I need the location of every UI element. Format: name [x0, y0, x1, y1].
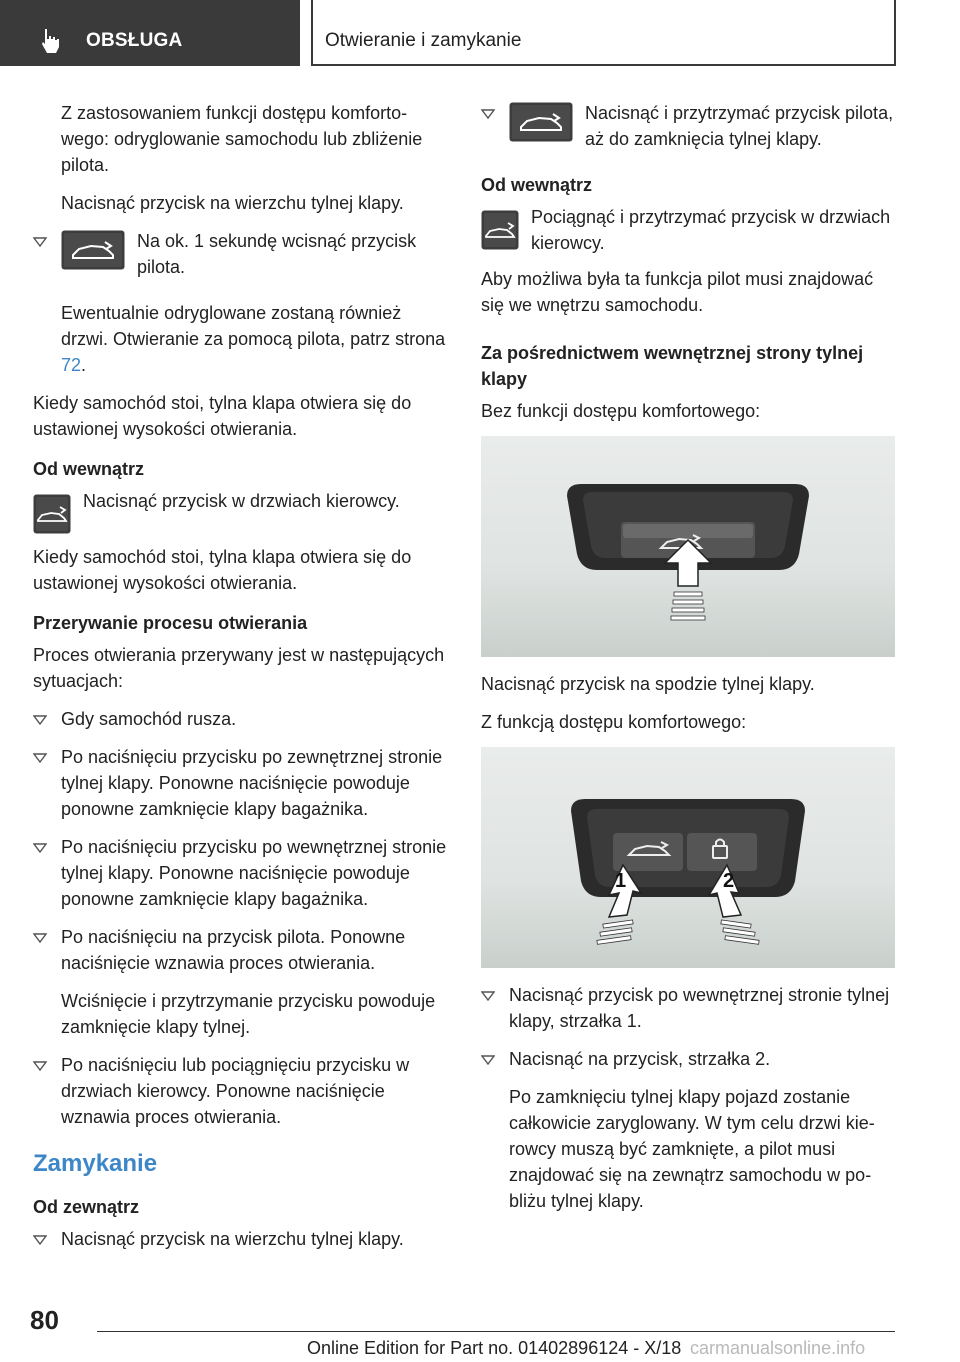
paragraph: Z zastosowaniem funkcji dostępu komfortowego: odryglowanie samochodu lub zbliżenie pilota.	[61, 103, 423, 175]
paragraph: Proces otwierania przerywany jest w następujących sytuacjach:	[33, 645, 445, 691]
list-item-text: Na ok. 1 sekundę wcisnąć przycisk pilota.	[137, 231, 417, 277]
tailgate-remote-button-icon	[61, 230, 125, 270]
section-tab	[0, 0, 300, 66]
arrow-label-1: 1	[615, 870, 627, 892]
tailgate-remote-button-icon	[509, 102, 573, 142]
chapter-title: Otwieranie i zamykanie	[325, 30, 522, 51]
tailgate-single-button-illustration	[481, 436, 895, 657]
list-item	[481, 982, 895, 1034]
subheading: Za pośrednictwem wewnętrznej strony tylnej klapy	[481, 343, 864, 389]
triangle-bullet-icon	[33, 1235, 47, 1245]
list-item-text: Po naciśnięciu lub pociągnięciu przycisku w drzwiach kierowcy. Ponowne naciśnięcie wznawia proces otwierania.	[61, 1055, 410, 1127]
icon-paragraph	[481, 204, 895, 256]
list-item	[481, 1046, 895, 1072]
list-item-text: Po naciśnięciu przycisku po wewnętrznej stronie tylnej klapy. Ponowne naciśnięcie powoduje ponowne zamknięcie klapy bagażnika.	[61, 837, 447, 909]
paragraph: Aby możliwa była ta funkcja pilot musi znajdować się we wnętrzu samochodu.	[481, 269, 874, 315]
paragraph: Bez funkcji dostępu komfortowego:	[481, 401, 761, 421]
tailgate-door-button-icon	[33, 494, 71, 534]
paragraph: Ewentualnie odryglowane zostaną również drzwi. Otwieranie za pomocą pilota, patrz strona 72.	[61, 303, 446, 375]
photo-caption: Nacisnąć przycisk na spodzie tylnej klapy.	[481, 674, 815, 694]
list-item	[33, 924, 448, 976]
list-item	[33, 706, 448, 732]
icon-paragraph-text: Pociągnąć i przytrzymać przycisk w drzwiach kierowcy.	[531, 207, 891, 253]
paragraph: Wciśnięcie i przytrzymanie przycisku powoduje zamknięcie klapy tylnej.	[61, 991, 436, 1037]
edition-info: Online Edition for Part no. 01402896124 - X/18	[307, 1338, 682, 1358]
triangle-bullet-icon	[481, 991, 495, 1001]
tailgate-two-buttons-photo	[481, 747, 895, 968]
subheading: Od zewnątrz	[33, 1197, 140, 1217]
section-title: OBSŁUGA	[86, 30, 183, 51]
list-item-text: Gdy samochód rusza.	[61, 709, 237, 729]
list-item	[33, 1052, 448, 1130]
subheading: Od wewnątrz	[33, 459, 145, 479]
paragraph: Nacisnąć przycisk na wierzchu tylnej klapy.	[61, 193, 404, 213]
watermark: carmanualsonline.info	[690, 1338, 866, 1358]
list-item	[481, 100, 895, 160]
arrow-label-2: 2	[723, 870, 735, 892]
list-item-text: Nacisnąć przycisk po wewnętrznej stronie tylnej klapy, strzałka 1.	[509, 985, 890, 1031]
paragraph: Kiedy samochód stoi, tylna klapa otwiera się do ustawionej wysokości otwierania.	[33, 547, 412, 593]
subheading: Przerywanie procesu otwierania	[33, 613, 308, 633]
triangle-bullet-icon	[33, 753, 47, 763]
triangle-bullet-icon	[33, 715, 47, 725]
section-heading: Zamykanie	[33, 1150, 158, 1177]
list-item-text: Po naciśnięciu przycisku po zewnętrznej stronie tylnej klapy. Ponowne naciśnięcie powoduje ponowne zamknięcie klapy bagażnika.	[61, 747, 443, 819]
triangle-bullet-icon	[33, 933, 47, 943]
triangle-bullet-icon	[33, 843, 47, 853]
list-item	[33, 744, 448, 822]
list-item-text: Po naciśnięciu na przycisk pilota. Ponowne naciśnięcie wznawia proces otwierania.	[61, 927, 406, 973]
tailgate-two-buttons-illustration	[481, 747, 895, 968]
left-column	[33, 100, 448, 1264]
tailgate-button-photo	[481, 436, 895, 657]
chapter-header	[311, 0, 896, 66]
icon-paragraph-text: Nacisnąć przycisk w drzwiach kierowcy.	[83, 491, 400, 511]
paragraph: Po zamknięciu tylnej klapy pojazd zostanie całkowicie zaryglowany. W tym celu drzwi kierowcy muszą być zamknięte, a pilot musi znajdować się na zewnątrz samochodu w pobliżu tylnej klapy.	[509, 1087, 875, 1211]
page-number: 80	[30, 1305, 59, 1335]
footer-divider	[97, 1331, 895, 1332]
list-item	[33, 228, 448, 288]
triangle-bullet-icon	[33, 1061, 47, 1071]
triangle-bullet-icon	[33, 237, 47, 247]
paragraph: Z funkcją dostępu komfortowego:	[481, 712, 747, 732]
page-link[interactable]: 72	[61, 355, 82, 375]
icon-paragraph	[33, 488, 448, 534]
triangle-bullet-icon	[481, 1055, 495, 1065]
paragraph: Kiedy samochód stoi, tylna klapa otwiera się do ustawionej wysokości otwierania.	[33, 393, 412, 439]
hand-pointer-icon	[38, 27, 64, 55]
triangle-bullet-icon	[481, 109, 495, 119]
list-item	[33, 834, 448, 912]
list-item-text: Nacisnąć na przycisk, strzałka 2.	[509, 1049, 771, 1069]
tailgate-door-button-icon	[481, 210, 519, 250]
list-item-text: Nacisnąć i przytrzymać przycisk pilota, aż do zamknięcia tylnej klapy.	[585, 103, 894, 149]
list-item	[33, 1226, 448, 1252]
subheading: Od wewnątrz	[481, 175, 593, 195]
right-column	[481, 100, 895, 1226]
list-item-text: Nacisnąć przycisk na wierzchu tylnej klapy.	[61, 1229, 404, 1249]
